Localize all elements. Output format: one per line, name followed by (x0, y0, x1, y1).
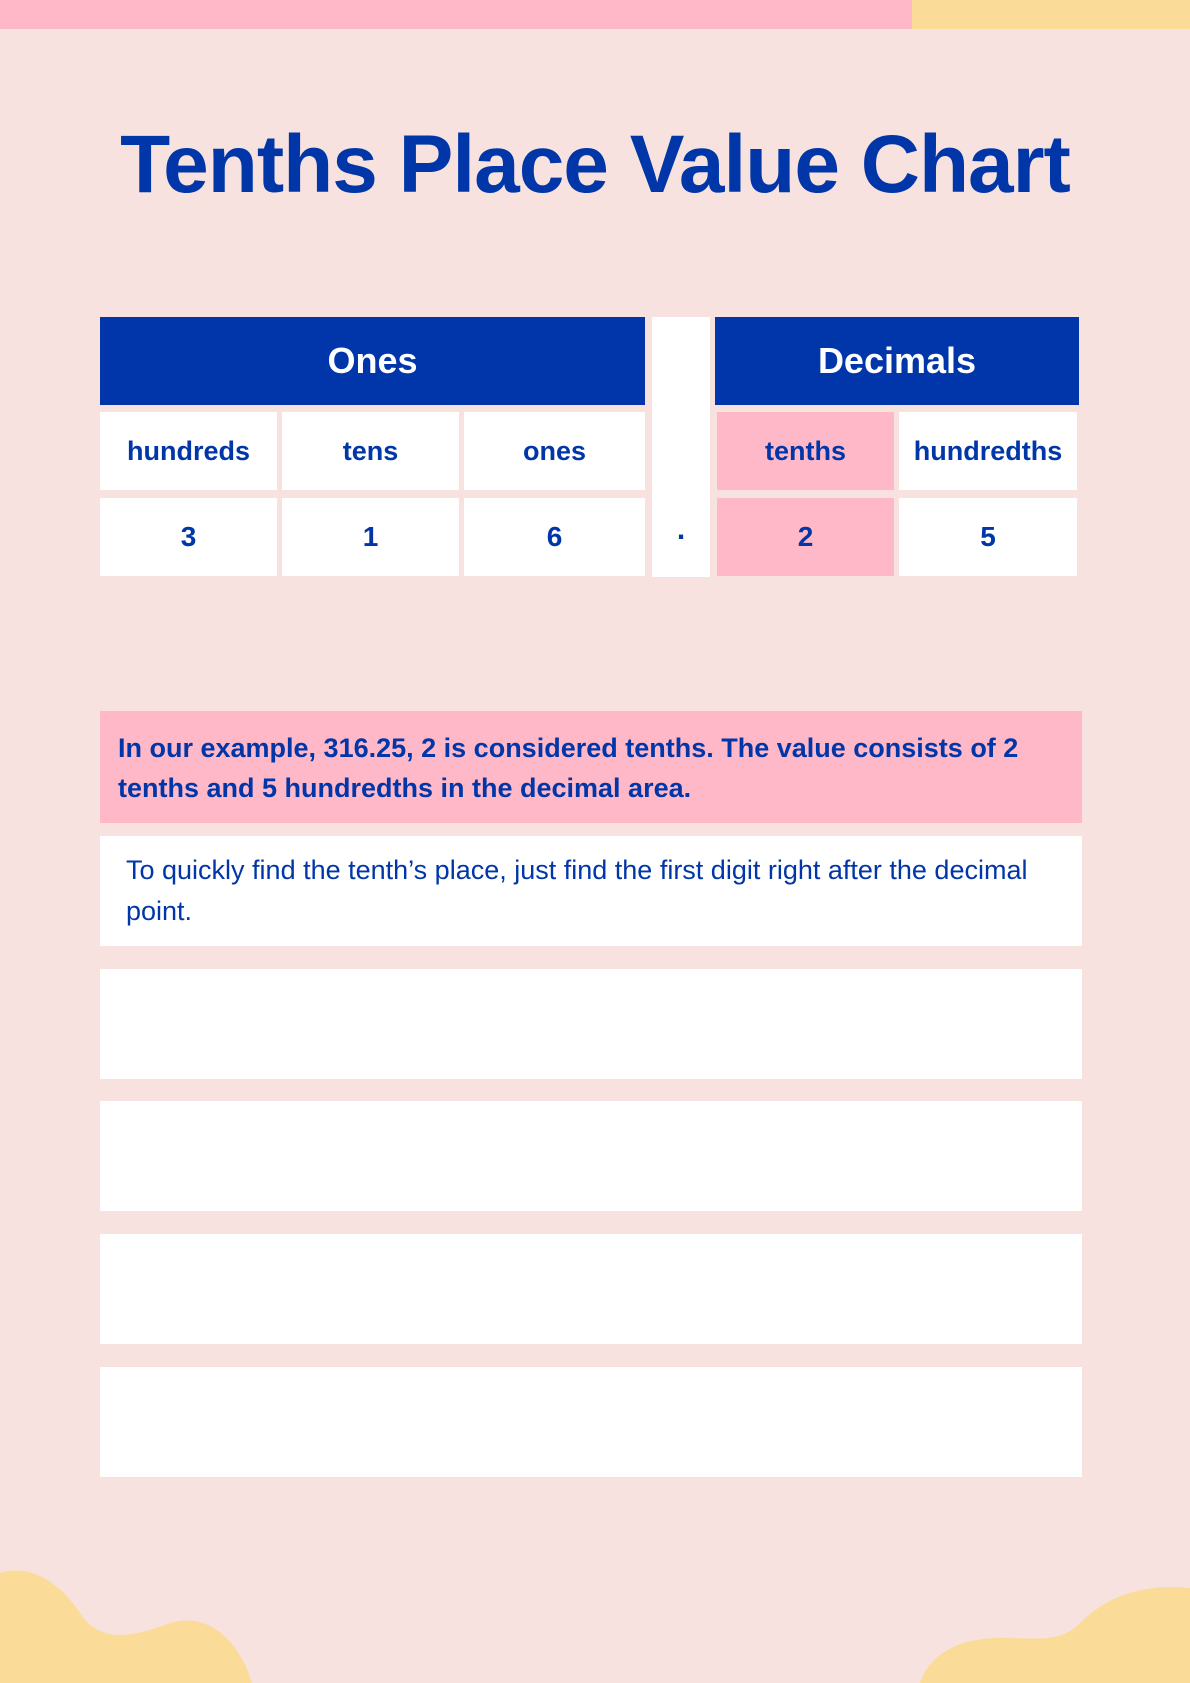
place-value-hundreds: 3 (100, 498, 277, 576)
place-value-hundredths: 5 (899, 498, 1077, 576)
place-label-ones: ones (464, 412, 645, 490)
group-header-ones: Ones (100, 317, 645, 405)
tip-box: To quickly find the tenth’s place, just find the first digit right after the decimal point. (100, 836, 1082, 946)
top-accent-bar-yellow (912, 0, 1190, 29)
blank-note-box-4 (100, 1367, 1082, 1477)
place-label-hundreds: hundreds (100, 412, 277, 490)
blank-note-box-1 (100, 969, 1082, 1079)
blank-note-box-3 (100, 1234, 1082, 1344)
group-header-decimals: Decimals (715, 317, 1079, 405)
place-value-tens: 1 (282, 498, 459, 576)
decorative-blob-left (0, 1563, 260, 1683)
blank-note-box-2 (100, 1101, 1082, 1211)
page-title: Tenths Place Value Chart (120, 119, 1070, 210)
place-value-tenths: 2 (717, 498, 894, 576)
decorative-blob-right (920, 1583, 1190, 1683)
place-value-ones: 6 (464, 498, 645, 576)
place-label-hundredths: hundredths (899, 412, 1077, 490)
decimal-point: . (652, 317, 710, 577)
example-callout: In our example, 316.25, 2 is considered tenths. The value consists of 2 tenths and 5 hundredths in the decimal area. (100, 711, 1082, 823)
top-accent-bar-pink (0, 0, 912, 29)
place-label-tens: tens (282, 412, 459, 490)
place-label-tenths: tenths (717, 412, 894, 490)
